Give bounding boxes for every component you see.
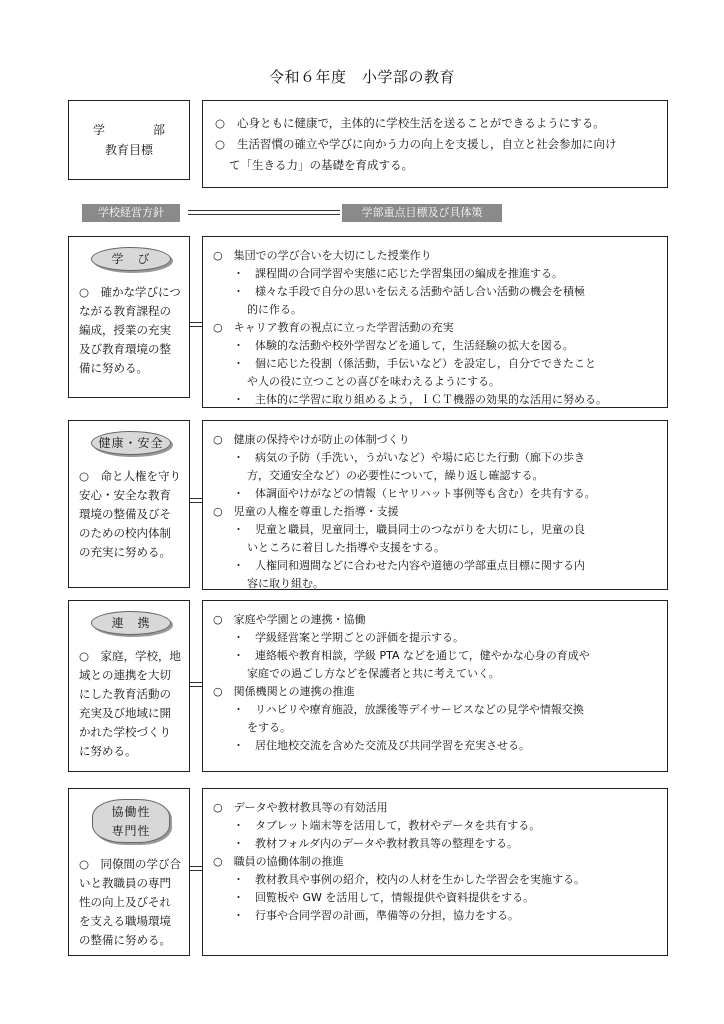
measure-item: ・ タブレット端末等を活用して，教材やデータを共有する。	[233, 819, 541, 832]
section-renkei-measures-box	[202, 600, 668, 772]
measure-item-continued: 方，交通安全など）の必要性について，繰り返し確認する。	[247, 469, 544, 482]
policy-line: 域との連携を大切	[79, 668, 171, 682]
policy-line: にした教育活動の	[79, 687, 171, 701]
measure-item-continued: 容に取り組む。	[247, 577, 324, 590]
measure-heading: ○ データや教材教具等の有効活用	[213, 801, 388, 814]
policy-line: 環境の整備及びそ	[79, 507, 171, 521]
measure-item: ・ リハビリや療育施設，放課後等デイサービスなどの見学や情報交換	[233, 703, 584, 716]
policy-text	[79, 467, 183, 562]
goal-label-line2: 教育目標	[104, 143, 153, 157]
measure-item: ・ 回覧板や GW を活用して，情報提供や資料提供をする。	[233, 891, 535, 904]
measure-item: ・ 様々な手段で自分の思いを伝える活動や話し合い活動の機会を積極	[233, 285, 585, 298]
goal-text-continued: て「生きる力」の基礎を育成する。	[229, 158, 413, 172]
policy-line: を支える職場環境	[79, 914, 171, 928]
policy-line: ながる教育課程の	[79, 304, 171, 318]
section-health-policy-box	[68, 420, 190, 588]
goal-item	[215, 134, 657, 155]
measure-item: ・ 行事や合同学習の計画，準備等の分担，協力をする。	[233, 909, 519, 922]
measure-item: ・ 教材教具や事例の紹介，校内の人材を生かした学習会を実施する。	[233, 873, 585, 886]
goal-text: 生活習慣の確立や学びに向かう力の向上を支援し，自立と社会参加に向け	[237, 137, 617, 151]
section-kyodo-pill	[92, 799, 170, 843]
measure-item: ・ 居住地校交流を含めた交流及び共同学習を充実させる。	[233, 739, 530, 752]
measure-item: ・ 人権同和週間などに合わせた内容や道徳の学部重点目標に関する内	[233, 559, 585, 572]
measure-item: ・ 課程間の合同学習や実態に応じた学習集団の編成を推進する。	[233, 267, 563, 280]
policy-line: の整備に努める。	[79, 933, 171, 947]
policy-line: に努める。	[79, 744, 137, 758]
page-title: 令和６年度 小学部の教育	[268, 68, 455, 86]
policy-line: 及び教育環境の整	[79, 342, 171, 356]
policy-line: 充実及び地域に開	[79, 706, 171, 720]
policy-line: 安心・安全な教育	[79, 488, 171, 502]
policy-line: ○ 確かな学びにつ	[79, 285, 181, 299]
measure-item: ・ 個に応じた役割（係活動，手伝いなど）を設定し，自分でできたこと	[233, 357, 596, 370]
goal-box	[202, 100, 668, 188]
policy-line: ○ 家庭，学校，地	[79, 649, 182, 663]
pill-line: 協働性	[111, 805, 151, 819]
measure-heading: ○ 家庭や学園との連携・協働	[213, 613, 366, 626]
policy-text	[79, 283, 183, 378]
section-health-measures-box	[202, 420, 668, 590]
measure-heading: ○ 児童の人権を尊重した指導・支援	[213, 505, 399, 518]
goal-item	[215, 113, 657, 134]
policy-line: ○ 命と人権を守り	[79, 469, 182, 483]
measure-item-continued: をする。	[247, 721, 291, 734]
policy-line: のための校内体制	[79, 526, 171, 540]
measure-heading: ○ 健康の保持やけが防止の体制づくり	[213, 433, 410, 446]
policy-text	[79, 855, 183, 950]
measure-item: ・ 学級経営案と学期ごとの評価を提示する。	[233, 631, 464, 644]
policy-line: 編成，授業の充実	[79, 323, 171, 337]
measure-heading: ○ 職員の協働体制の推進	[213, 855, 344, 868]
goal-bullet: ○	[215, 116, 226, 130]
measure-item: ・ 主体的に学習に取り組めるよう，ＩＣＴ機器の効果的な活用に努める。	[233, 393, 607, 406]
measure-item-continued: 家庭での過ごし方などを保護者と共に考えていく。	[247, 667, 500, 680]
section-kyodo-measures-box	[202, 788, 668, 956]
policy-header: 学校経営方針	[82, 204, 180, 222]
section-manabi-pill: 学 び	[91, 247, 171, 271]
section-manabi-policy-box	[68, 236, 190, 398]
goal-bullet: ○	[215, 137, 226, 151]
section-health-pill: 健康・安全	[91, 431, 171, 455]
measure-item: ・ 体調面やけがなどの情報（ヒヤリハット事例等も含む）を共有する。	[233, 487, 596, 500]
section-renkei-policy-box	[68, 600, 190, 772]
section-manabi-measures-box	[202, 236, 668, 408]
goal-text: 心身ともに健康で，主体的に学校生活を送ることができるようにする。	[237, 116, 605, 130]
policy-line: 性の向上及びそれ	[79, 895, 171, 909]
measure-item-continued: や人の役に立つことの喜びを味わえるようにする。	[247, 375, 500, 388]
goal-label-box	[68, 100, 190, 180]
measure-heading: ○ キャリア教育の視点に立った学習活動の充実	[213, 321, 454, 334]
measure-item: ・ 病気の予防（手洗い，うがいなど）や場に応じた行動（廊下の歩き	[233, 451, 585, 464]
policy-line: いと教職員の専門	[79, 876, 171, 890]
measure-item-continued: いところに着目した指導や支援をする。	[247, 541, 445, 554]
goal-label-line1: 学 部	[92, 123, 183, 137]
section-connector	[190, 498, 202, 503]
policy-line: の充実に努める。	[79, 545, 171, 559]
section-connector	[190, 322, 202, 327]
section-renkei-pill: 連 携	[91, 611, 171, 635]
measure-heading: ○ 集団での学び合いを大切にした授業作り	[213, 249, 432, 262]
measure-item: ・ 連絡帳や教育相談，学級 PTA などを通じて，健やかな心身の育成や	[233, 649, 590, 662]
policy-line: 備に努める。	[79, 361, 148, 375]
header-connector	[188, 210, 340, 215]
section-connector	[190, 682, 202, 687]
policy-text	[79, 647, 183, 761]
section-connector	[190, 866, 202, 871]
pill-line: 専門性	[111, 824, 151, 838]
measure-item: ・ 児童と職員，児童同士，職員同士のつながりを大切にし，児童の良	[233, 523, 585, 536]
measure-item: ・ 教材フォルダ内のデータや教材教具等の整理をする。	[233, 837, 519, 850]
measure-item-continued: 的に作る。	[247, 303, 302, 316]
policy-line: ○ 同僚間の学び合	[79, 857, 182, 871]
section-kyodo-policy-box	[68, 788, 190, 956]
policy-line: かれた学校づくり	[79, 725, 171, 739]
measure-item: ・ 体験的な活動や校外学習などを通して，生活経験の拡大を図る。	[233, 339, 574, 352]
measure-heading: ○ 関係機関との連携の推進	[213, 685, 355, 698]
priority-header: 学部重点目標及び具体策	[342, 204, 502, 222]
